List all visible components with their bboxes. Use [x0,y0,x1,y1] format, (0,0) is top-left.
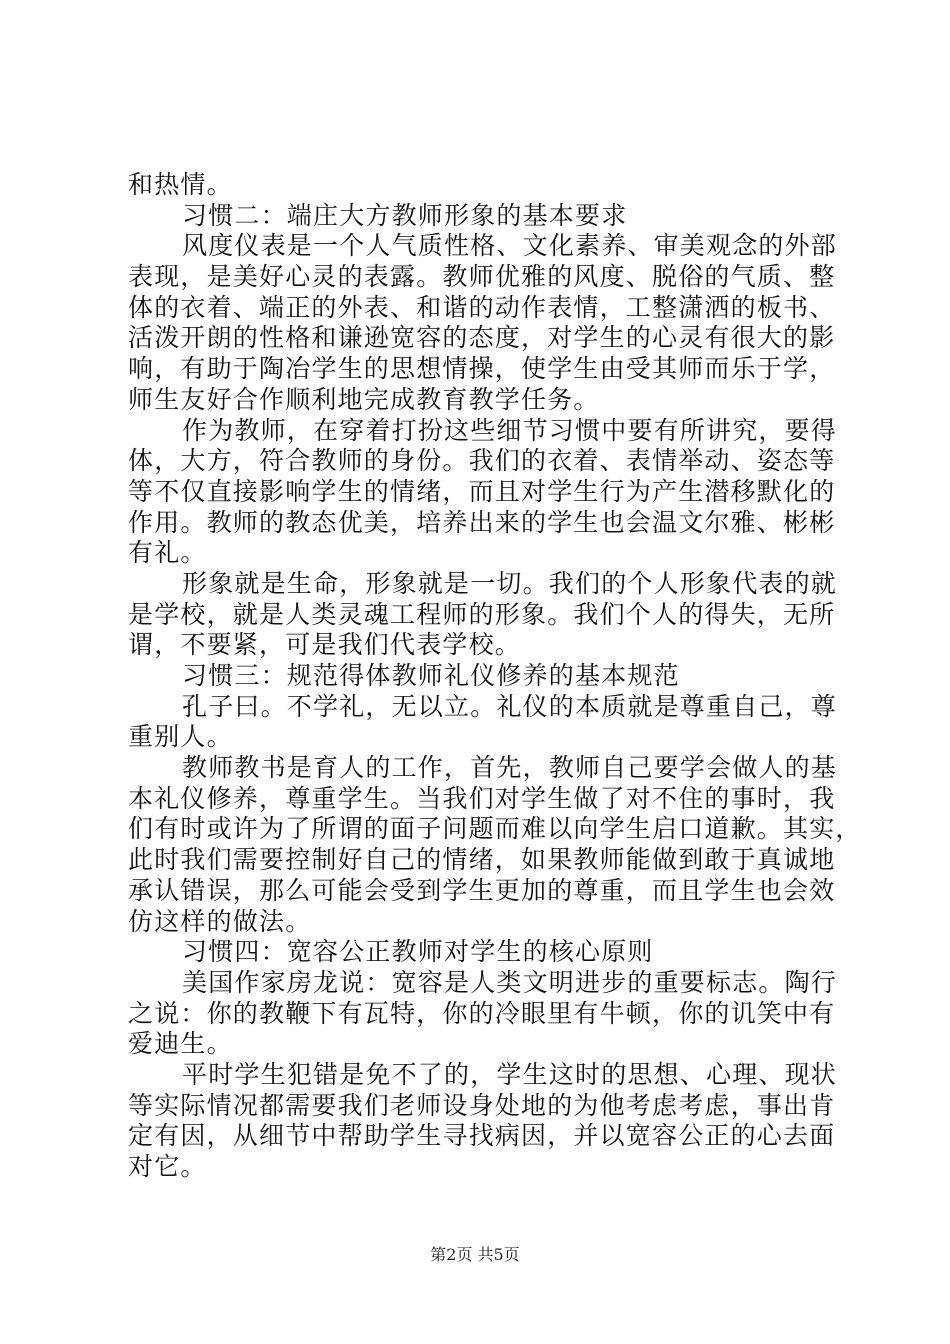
text-line: 重别人。 [128,722,233,752]
text-line: 形象就是生命，形象就是一切。我们的个人形象代表的就 [182,568,838,598]
text-line: 响，有助于陶冶学生的思想情操，使学生由受其师而乐于学， [128,354,836,384]
text-line: 体的衣着、端正的外表、和谐的动作表情，工整潇洒的板书、 [128,292,836,322]
text-line: 美国作家房龙说：宽容是人类文明进步的重要标志。陶行 [182,967,838,997]
text-line: 是学校，就是人类灵魂工程师的形象。我们个人的得失，无所 [128,599,836,629]
text-line: 和热情。 [128,170,233,199]
text-line: 体，大方，符合教师的身份。我们的衣着、表情举动、姿态等 [128,446,836,476]
text-line: 谓，不要紧，可是我们代表学校。 [128,630,522,660]
text-line: 习惯三：规范得体教师礼仪修养的基本规范 [182,661,680,690]
text-line: 活泼开朗的性格和谦逊宽容的态度，对学生的心灵有很大的影 [128,323,836,353]
text-line: 等实际情况都需要我们老师设身处地的为他考虑考虑，事出肯 [128,1090,836,1120]
text-line: 作为教师，在穿着打扮这些细节习惯中要有所讲究，要得 [182,415,838,445]
text-line: 教师教书是育人的工作，首先，教师自己要学会做人的基 [182,753,838,783]
text-line: 爱迪生。 [128,1029,233,1059]
text-line: 习惯二：端庄大方教师形象的基本要求 [182,200,628,230]
text-line: 等不仅直接影响学生的情绪，而且对学生行为产生潜移默化的 [128,476,836,506]
text-line: 表现，是美好心灵的表露。教师优雅的风度、脱俗的气质、整 [128,262,836,292]
text-line: 之说：你的教鞭下有瓦特，你的冷眼里有牛顿，你的讥笑中有 [128,998,836,1028]
text-line: 定有因，从细节中帮助学生寻找病因，并以宽容公正的心去面 [128,1121,836,1151]
page-footer: 第2页 共5页 [430,1245,520,1264]
text-line: 本礼仪修养，尊重学生。当我们对学生做了对不住的事时，我 [128,783,836,813]
text-line: 仿这样的做法。 [128,906,312,936]
text-line: 有礼。 [128,538,207,568]
text-line: 师生友好合作顺利地完成教育教学任务。 [128,384,600,414]
text-line: 们有时或许为了所谓的面子问题而难以向学生启口道歉。其实， [128,814,862,844]
text-line: 习惯四：宽容公正教师对学生的核心原则 [182,937,654,967]
text-line: 此时我们需要控制好自己的情绪，如果教师能做到敢于真诚地 [128,845,836,875]
text-line: 作用。教师的教态优美，培养出来的学生也会温文尔雅、彬彬 [128,507,836,537]
text-line: 风度仪表是一个人气质性格、文化素养、审美观念的外部 [182,231,838,261]
text-line: 平时学生犯错是免不了的，学生这时的思想、心理、现状 [182,1059,838,1089]
document-body [128,170,862,1183]
text-line: 对它。 [128,1152,207,1181]
text-line: 承认错误，那么可能会受到学生更加的尊重，而且学生也会效 [128,875,836,905]
text-line: 孔子曰。不学礼，无以立。礼仪的本质就是尊重自己，尊 [182,691,838,721]
